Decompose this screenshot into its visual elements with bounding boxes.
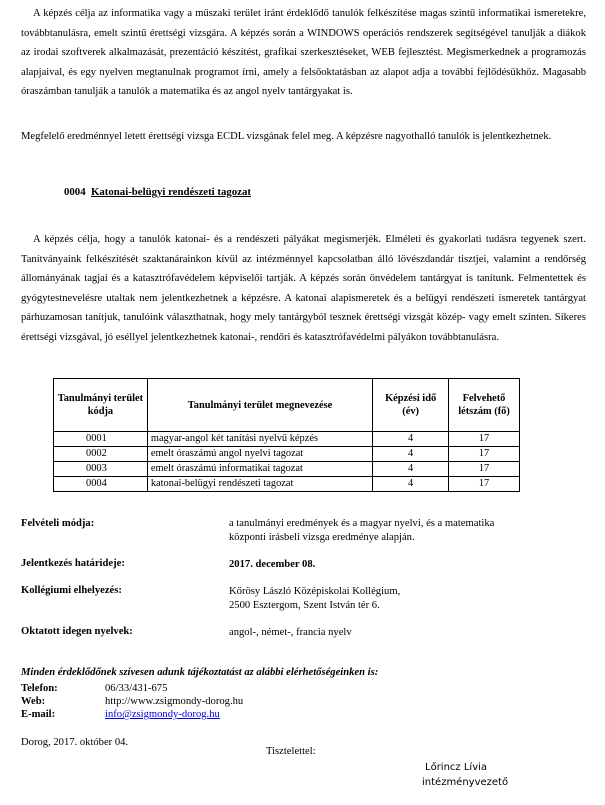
- cell-years: 4: [373, 447, 449, 462]
- web-label: Web:: [21, 696, 46, 707]
- cell-name: katonai-belügyi rendészeti tagozat: [147, 477, 372, 492]
- table-row: [54, 447, 520, 462]
- dormitory-line-2: 2500 Esztergom, Szent István tér 6.: [229, 600, 380, 611]
- cell-capacity: 17: [449, 447, 520, 462]
- section-title: Katonai-belügyi rendészeti tagozat: [91, 186, 251, 198]
- signer-name: Lőrincz Lívia: [425, 762, 488, 773]
- table-header-row: [54, 379, 520, 432]
- languages-value: angol-, német-, francia nyelv: [229, 627, 352, 638]
- admission-value: [229, 517, 494, 545]
- cell-years: 4: [373, 462, 449, 477]
- signer-title: intézményvezető: [422, 777, 509, 788]
- contact-email-row: [21, 708, 220, 722]
- deadline-label: Jelentkezés határideje:: [21, 558, 125, 569]
- header-code: Tanulmányi terület kódja: [54, 379, 148, 432]
- contact-phone-row: [21, 682, 167, 696]
- contact-intro: Minden érdeklődőnek szívesen adunk tájékoztatást az alábbi elérhetőségeinken is:: [21, 667, 379, 678]
- contact-web-row: [21, 695, 243, 709]
- header-capacity: Felvehető létszám (fő): [449, 379, 520, 432]
- cell-years: 4: [373, 432, 449, 447]
- table-row: [54, 462, 520, 477]
- table-row: [54, 477, 520, 492]
- cell-capacity: 17: [449, 432, 520, 447]
- languages-label: Oktatott idegen nyelvek:: [21, 626, 133, 637]
- deadline-value: 2017. december 08.: [229, 559, 316, 570]
- cell-years: 4: [373, 477, 449, 492]
- header-name: Tanulmányi terület megnevezése: [147, 379, 372, 432]
- cell-name: emelt óraszámú informatikai tagozat: [147, 462, 372, 477]
- web-link[interactable]: http://www.zsigmondy-dorog.hu: [105, 696, 244, 707]
- email-link[interactable]: info@zsigmondy-dorog.hu: [105, 709, 220, 720]
- dormitory-line-1: Kőrösy László Középiskolai Kollégium,: [229, 586, 401, 597]
- cell-code: 0001: [54, 432, 148, 447]
- section-paragraph: A képzés célja, hogy a tanulók katonai- és a rendészeti pályákat megismerjék. Elméleti és gyakorlati tudásra tegyenek szert. Tanítványaink felkészítését szaktanárainkon kívül az intézménnyel kapcsolatban álló lövészdandár tisztjei, valamint a rendőrség állományának tagjai és a katasztrófavédelem képviselői tartják. A képzés során önvédelem tantárgyat is tanítunk. Felmentettek és gyógytestnevelésre utaltak nem jelentkezhetnek a képzésre. A katonai alapismeretek és a belügyi rendészeti ismeretek tantárgyat párhuzamosan tanítjuk, tanulóink választhatnak, hogy mely tantárgyból tesznek érettségi vizsgát közép- vagy emelt szinten. Sikeres érettségi vizsgával, jó eséllyel jelentkezhetnek katonai-, rendőri és katasztrófavédelmi pályákon továbbtanulásra.: [21, 234, 586, 343]
- table-row: [54, 432, 520, 447]
- section-heading: [64, 186, 251, 198]
- phone-label: Telefon:: [21, 683, 58, 694]
- dormitory-label: Kollégiumi elhelyezés:: [21, 585, 122, 596]
- admission-line-1: a tanulmányi eredmények és a magyar nyelvi, és a matematika: [229, 518, 495, 529]
- intro-paragraph: A képzés célja az informatika vagy a műszaki terület iránt érdeklődő tanulók felkészítése magas szintű informatikai ismeretekre, továbbtanulásra, emelt szintű érettségi vizsgára. A képzés során a WINDOWS operációs rendszerek segítségével tanulják a diákok az irodai szoftverek alkalmazását, prezentáció készítést, grafikai szerkesztéseket, WEB fejlesztést. Megismerkednek a programozás alapjaival, és egy nyelven megtanulnak programot írni, amely a felsőoktatásban az alapot adja a további fejlődésükhöz. Magasabb óraszámban tanulják a tanulók a matematika és az angol nyelv tantárgyakat is.: [21, 8, 586, 97]
- programs-table: [53, 378, 520, 492]
- section-code: 0004: [64, 186, 86, 198]
- cell-name: emelt óraszámú angol nyelvi tagozat: [147, 447, 372, 462]
- cell-code: 0003: [54, 462, 148, 477]
- ecdl-paragraph: Megfelelő eredménnyel letett érettségi vizsga ECDL vizsgának felel meg. A képzésre nagyothalló tanulók is jelentkezhetnek.: [21, 131, 552, 142]
- header-years: Képzési idő (év): [373, 379, 449, 432]
- admission-line-2: központi írásbeli vizsga eredménye alapján.: [229, 532, 415, 543]
- cell-code: 0002: [54, 447, 148, 462]
- email-label: E-mail:: [21, 709, 56, 720]
- document-date: Dorog, 2017. október 04.: [21, 737, 129, 748]
- cell-name: magyar-angol két tanítási nyelvű képzés: [147, 432, 372, 447]
- greeting: Tisztelettel:: [266, 746, 316, 757]
- admission-label: Felvételi módja:: [21, 518, 95, 529]
- phone-value: 06/33/431-675: [105, 683, 168, 694]
- cell-capacity: 17: [449, 462, 520, 477]
- cell-code: 0004: [54, 477, 148, 492]
- cell-capacity: 17: [449, 477, 520, 492]
- dormitory-value: [229, 585, 400, 613]
